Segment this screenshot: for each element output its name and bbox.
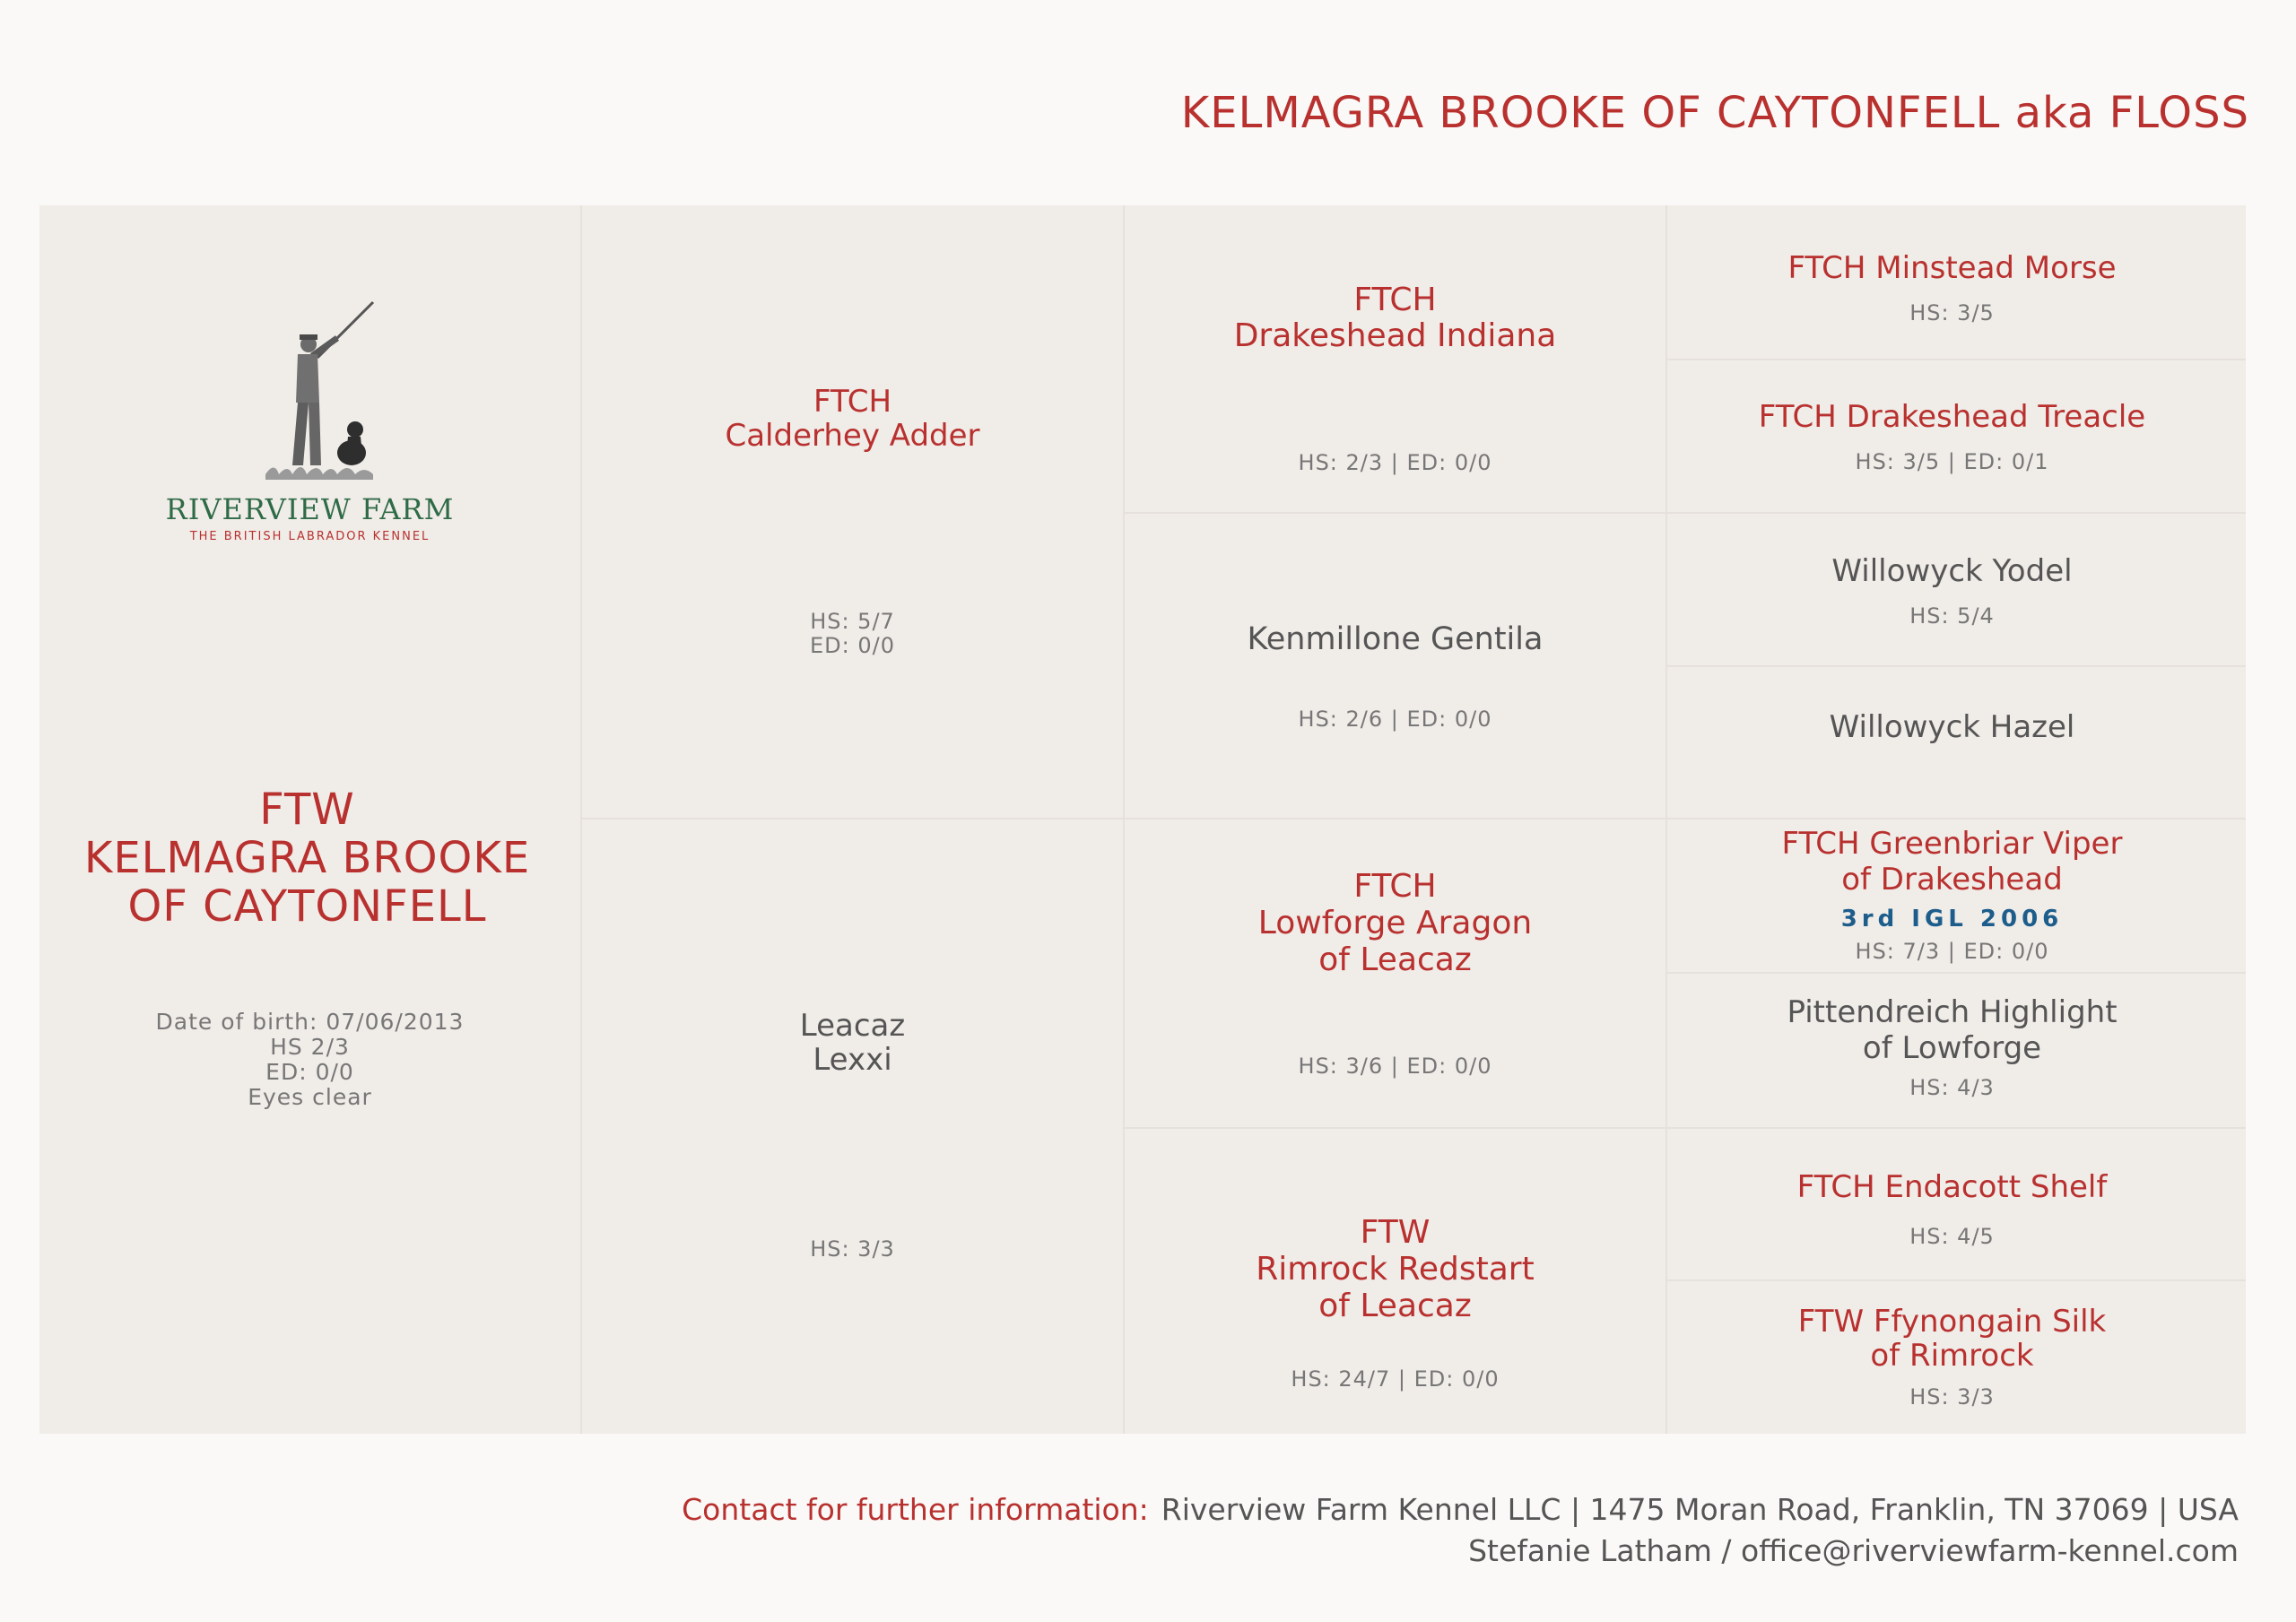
grandparent-2-stats: HS: 2/6 | ED: 0/0: [1298, 707, 1492, 732]
great-grandparent-6-name-line2: of Lowforge: [1862, 1029, 2042, 1066]
great-grandparent-cell-1: [1667, 205, 2246, 360]
grandparents-column: [1125, 205, 1667, 1434]
great-grandparent-cell-8: [1667, 1281, 2246, 1434]
logo: [39, 295, 580, 543]
great-grandparent-3-stats: HS: 5/4: [1909, 603, 1995, 629]
logo-name: RIVERVIEW FARM: [165, 492, 455, 526]
grandparent-4-name-line2: of Leacaz: [1318, 1288, 1472, 1325]
dam-cell: [582, 820, 1123, 1434]
great-grandparent-cell-3: [1667, 514, 2246, 667]
great-grandparents-column: [1667, 205, 2246, 1434]
great-grandparent-5-award: 3rd IGL 2006: [1840, 906, 2064, 932]
footer-contact: Stefanie Latham / office@riverviewfarm-kennel.com: [1468, 1533, 2239, 1568]
great-grandparent-5-stats: HS: 7/3 | ED: 0/0: [1855, 939, 2049, 964]
grandparent-cell-3: [1125, 820, 1665, 1129]
subject-ed: ED: 0/0: [265, 1059, 354, 1085]
subject-column: [39, 205, 582, 1434]
footer-address: Riverview Farm Kennel LLC | 1475 Moran Road, Franklin, TN 37069 | USA: [1161, 1492, 2239, 1527]
grandparent-cell-2: [1125, 514, 1665, 820]
subject-hs: HS 2/3: [270, 1034, 350, 1060]
grandparent-cell-4: [1125, 1129, 1665, 1434]
footer-address-line: [682, 1492, 2239, 1527]
great-grandparent-2-stats: HS: 3/5 | ED: 0/1: [1855, 449, 2049, 474]
grandparent-3-title: FTCH: [1353, 868, 1437, 905]
hunter-with-dog-icon: [221, 295, 400, 483]
great-grandparent-cell-6: [1667, 974, 2246, 1129]
grandparent-2-name: Kenmillone Gentila: [1247, 621, 1544, 657]
great-grandparent-8-name-line1: FTW Ffynongain Silk: [1797, 1304, 2107, 1340]
great-grandparent-7-stats: HS: 4/5: [1909, 1224, 1995, 1249]
page-title: KELMAGRA BROOKE OF CAYTONFELL aka FLOSS: [1180, 88, 2249, 138]
great-grandparent-2-name: FTCH Drakeshead Treacle: [1758, 399, 2146, 435]
great-grandparent-cell-7: [1667, 1129, 2246, 1281]
pedigree-grid: [39, 205, 2246, 1434]
sire-ed: ED: 0/0: [810, 632, 895, 658]
subject-name-line2: OF CAYTONFELL: [127, 880, 487, 932]
grandparent-3-name-line1: Lowforge Aragon: [1257, 905, 1533, 942]
great-grandparent-cell-2: [1667, 360, 2246, 514]
grandparent-1-title: FTCH: [1353, 282, 1437, 318]
footer-label: Contact for further information:: [682, 1492, 1149, 1527]
great-grandparent-6-name-line1: Pittendreich Highlight: [1787, 994, 2118, 1030]
sire-hs: HS: 5/7: [810, 609, 895, 634]
sire-name: Calderhey Adder: [725, 418, 980, 455]
subject-name: [34, 786, 580, 931]
parents-column: [582, 205, 1125, 1434]
great-grandparent-4-name: Willowyck Hazel: [1829, 709, 2075, 745]
grandparent-4-name-line1: Rimrock Redstart: [1256, 1251, 1535, 1288]
great-grandparent-8-stats: HS: 3/3: [1909, 1384, 1995, 1409]
grandparent-3-stats: HS: 3/6 | ED: 0/0: [1298, 1054, 1492, 1079]
great-grandparent-5-name-line1: FTCH Greenbriar Viper: [1781, 826, 2123, 862]
logo-tagline: THE BRITISH LABRADOR KENNEL: [189, 530, 430, 543]
great-grandparent-5-name-line2: of Drakeshead: [1841, 861, 2063, 898]
subject-dob: Date of birth: 07/06/2013: [155, 1009, 465, 1035]
subject-title: FTW: [259, 785, 355, 835]
dam-name-line2: Lexxi: [813, 1042, 892, 1079]
grandparent-1-stats: HS: 2/3 | ED: 0/0: [1298, 450, 1492, 475]
great-grandparent-1-name: FTCH Minstead Morse: [1787, 250, 2117, 286]
dam-name-line1: Leacaz: [799, 1008, 906, 1044]
subject-eyes: Eyes clear: [248, 1084, 372, 1110]
dam-hs: HS: 3/3: [810, 1236, 895, 1262]
sire-title: FTCH: [813, 384, 892, 420]
great-grandparent-cell-5: [1667, 820, 2246, 974]
grandparent-4-stats: HS: 24/7 | ED: 0/0: [1291, 1366, 1500, 1392]
subject-name-line1: KELMAGRA BROOKE: [83, 832, 531, 883]
grandparent-4-title: FTW: [1360, 1214, 1431, 1251]
grandparent-3-name-line2: of Leacaz: [1318, 941, 1472, 979]
great-grandparent-8-name-line2: of Rimrock: [1870, 1338, 2034, 1375]
great-grandparent-7-name: FTCH Endacott Shelf: [1796, 1169, 2108, 1205]
grandparent-cell-1: [1125, 205, 1665, 514]
great-grandparent-3-name: Willowyck Yodel: [1831, 553, 2073, 589]
sire-cell: [582, 205, 1123, 820]
subject-info: [39, 1010, 580, 1110]
great-grandparent-cell-4: [1667, 667, 2246, 820]
grandparent-1-name: Drakeshead Indiana: [1233, 317, 1557, 355]
great-grandparent-6-stats: HS: 4/3: [1909, 1075, 1995, 1100]
great-grandparent-1-stats: HS: 3/5: [1909, 300, 1995, 325]
